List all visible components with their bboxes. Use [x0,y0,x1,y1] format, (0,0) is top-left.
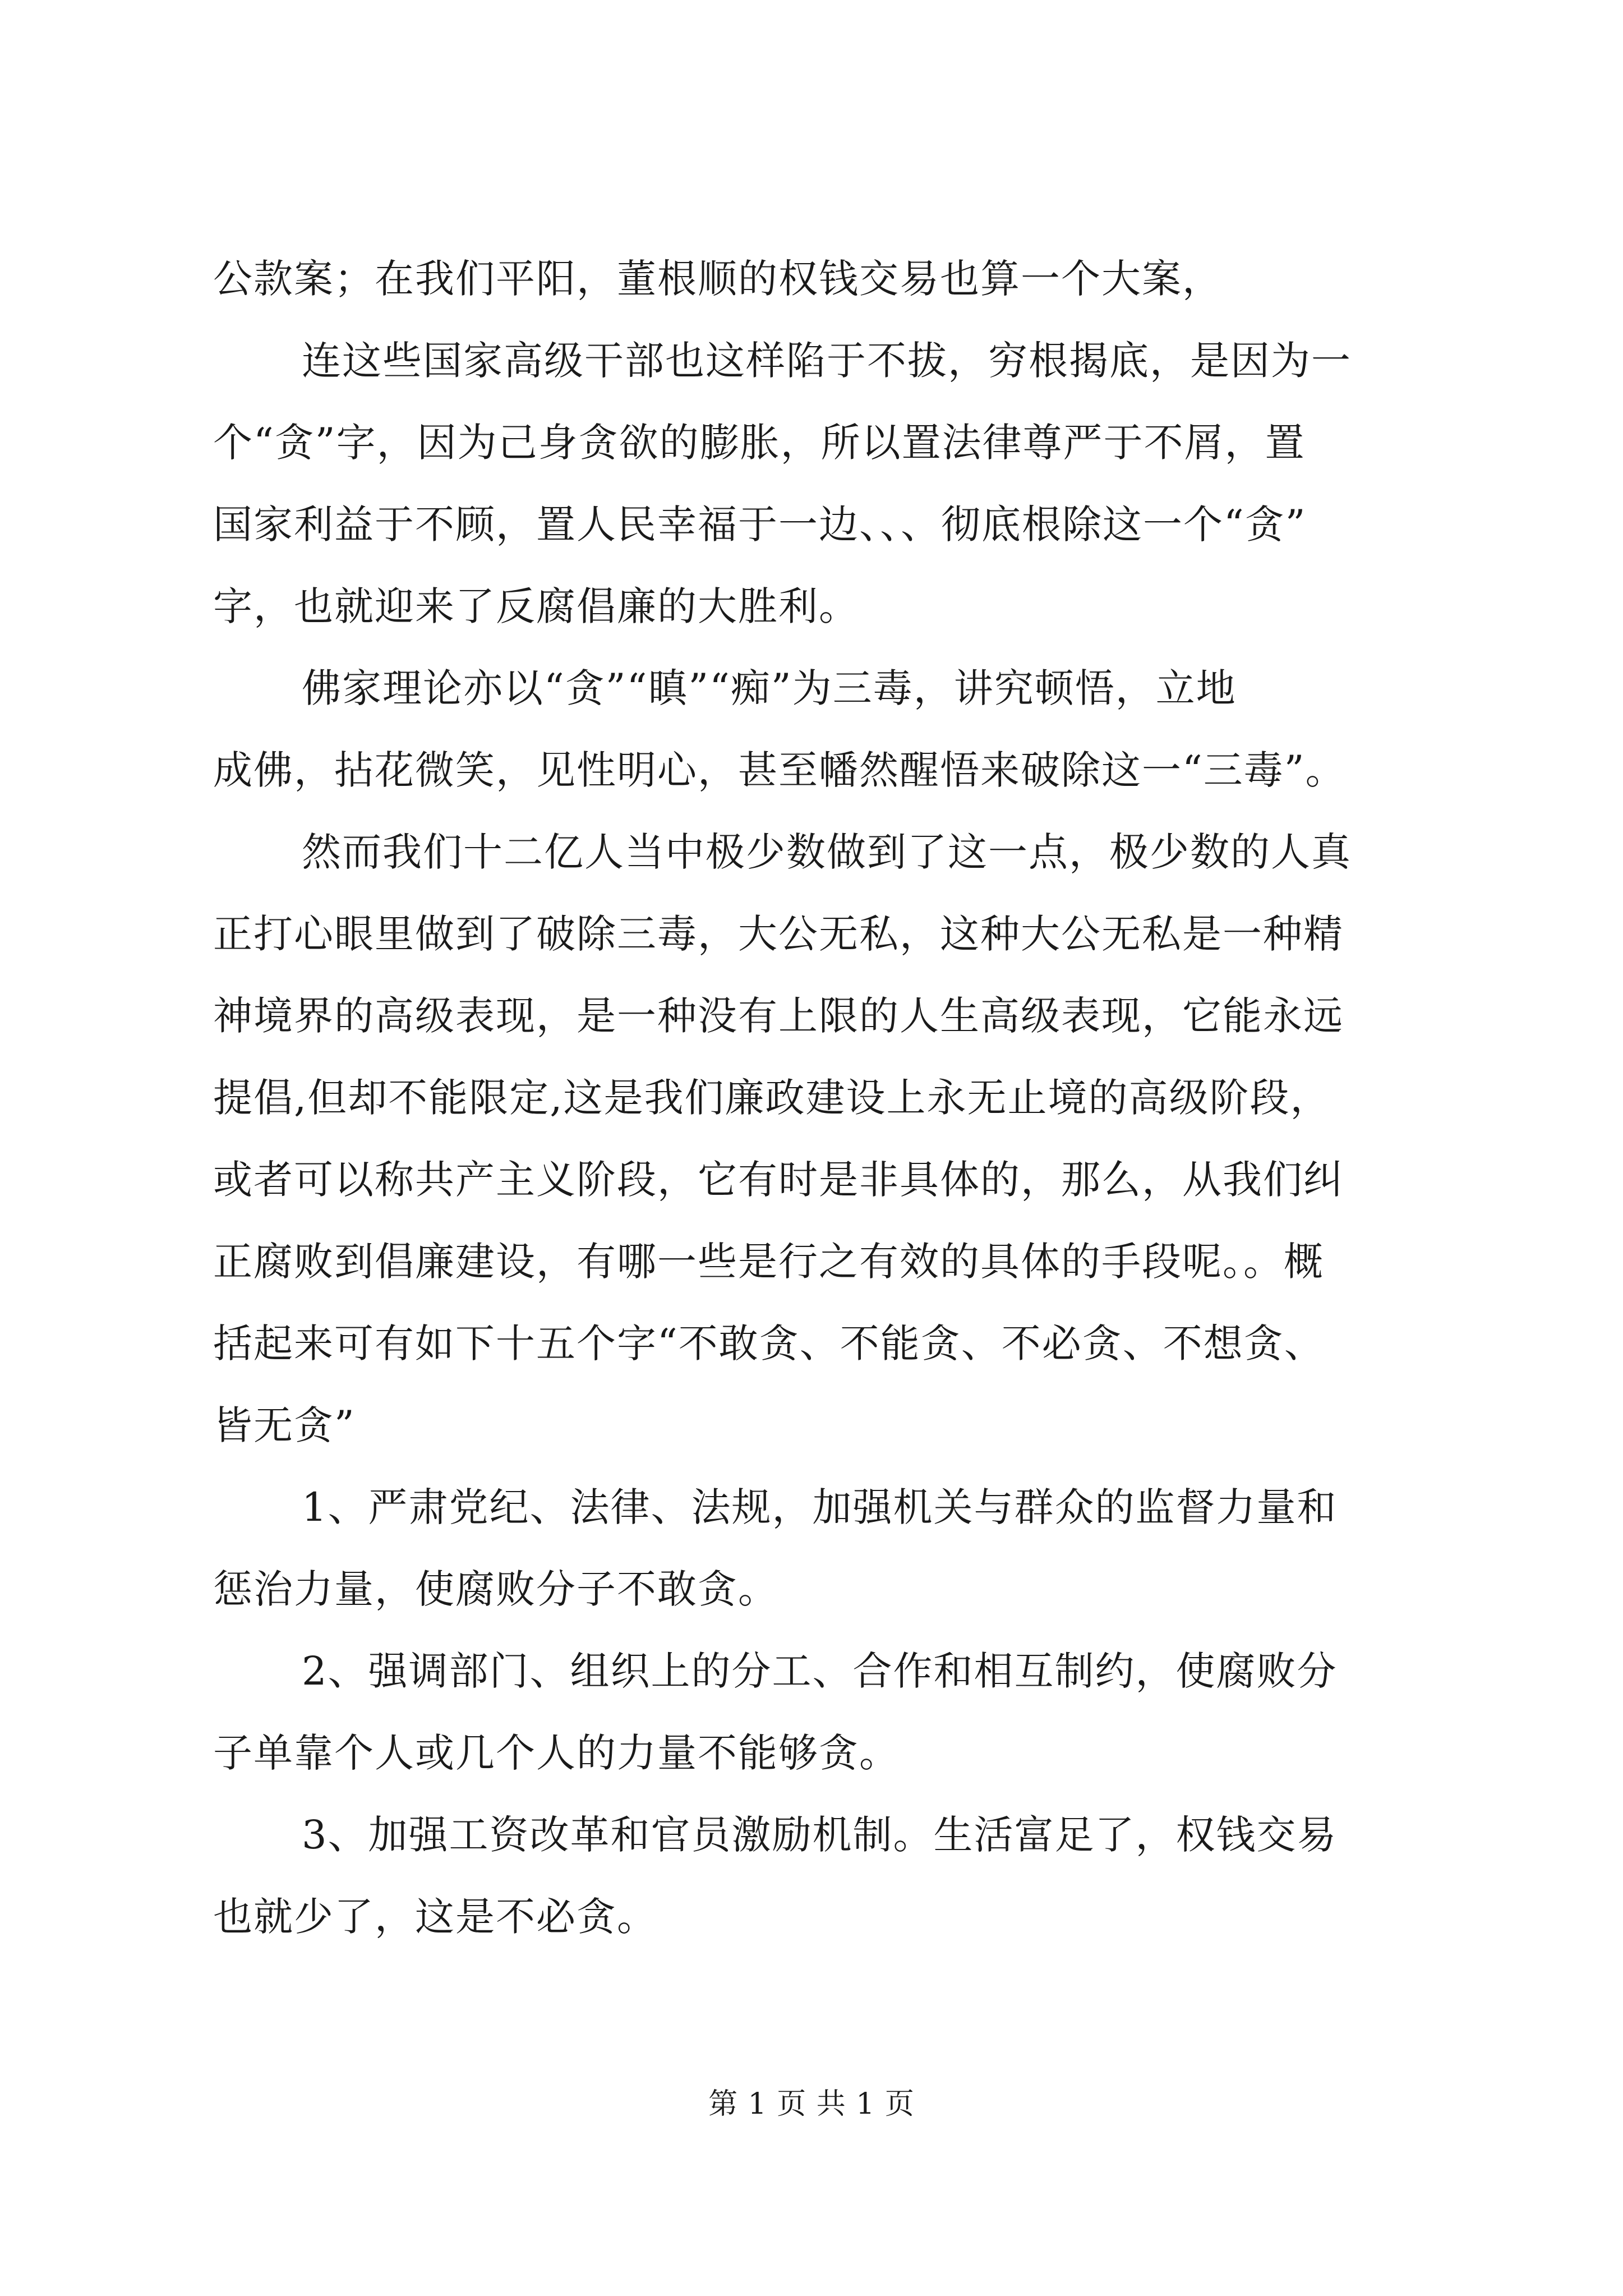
text-line: 国家利益于不顾，置人民幸福于一边、、、彻底根除这一个“贪” [213,501,1307,547]
text-line: 正腐败到倡廉建设，有哪一些是行之有效的具体的手段呢。。概 [213,1239,1324,1285]
list-item-2 [213,1648,1427,1777]
text-line: 字，也就迎来了反腐倡廉的大胜利。 [213,583,859,629]
paragraph-greed-root [213,337,1427,630]
text-line: 公款案；在我们平阳，董根顺的权钱交易也算一个大案， [213,256,1223,302]
text-line: 或者可以称共产主义阶段，它有时是非具体的，那么，从我们纠 [213,1157,1344,1203]
text-line: 1、严肃党纪、法律、法规，加强机关与群众的监督力量和 [302,1484,1338,1530]
paragraph-selflessness [213,829,1427,1449]
text-line: 连这些国家高级干部也这样陷于不拔，穷根揭底，是因为一 [302,338,1352,384]
list-item-1 [213,1484,1427,1613]
text-line: 括起来可有如下十五个字“不敢贪、不能贪、不必贪、不想贪、 [213,1320,1325,1366]
paragraph-three-poisons [213,665,1427,794]
text-line: 神境界的高级表现，是一种没有上限的人生高级表现，它能永远 [213,993,1344,1039]
text-line: 惩治力量，使腐败分子不敢贪。 [213,1566,778,1612]
text-line: 然而我们十二亿人当中极少数做到了这一点，极少数的人真 [302,829,1352,875]
text-line: 皆无贪” [213,1402,356,1448]
paragraph-case-summary [213,255,1427,302]
text-line: 3、加强工资改革和官员激励机制。生活富足了，权钱交易 [302,1812,1338,1858]
text-line: 正打心眼里做到了破除三毒，大公无私，这种大公无私是一种精 [213,911,1344,957]
text-line: 提倡,但却不能限定,这是我们廉政建设上永无止境的高级阶段， [213,1075,1331,1121]
text-line: 佛家理论亦以“贪”“瞋”“痴”为三毒，讲究顿悟，立地 [302,665,1237,711]
page-number-footer: 第 1 页 共 1 页 [708,2087,915,2121]
text-line: 子单靠个人或几个人的力量不能够贪。 [213,1730,900,1776]
text-line: 2、强调部门、组织上的分工、合作和相互制约，使腐败分 [302,1648,1338,1694]
text-line: 个“贪”字，因为己身贪欲的膨胀，所以置法律尊严于不屑，置 [213,420,1306,466]
list-item-3 [213,1811,1427,1940]
document-body [213,255,1427,1975]
text-line: 也就少了，这是不必贪。 [213,1894,657,1940]
text-line: 成佛，拈花微笑，见性明心，甚至幡然醒悟来破除这一“三毒”。 [213,747,1346,793]
